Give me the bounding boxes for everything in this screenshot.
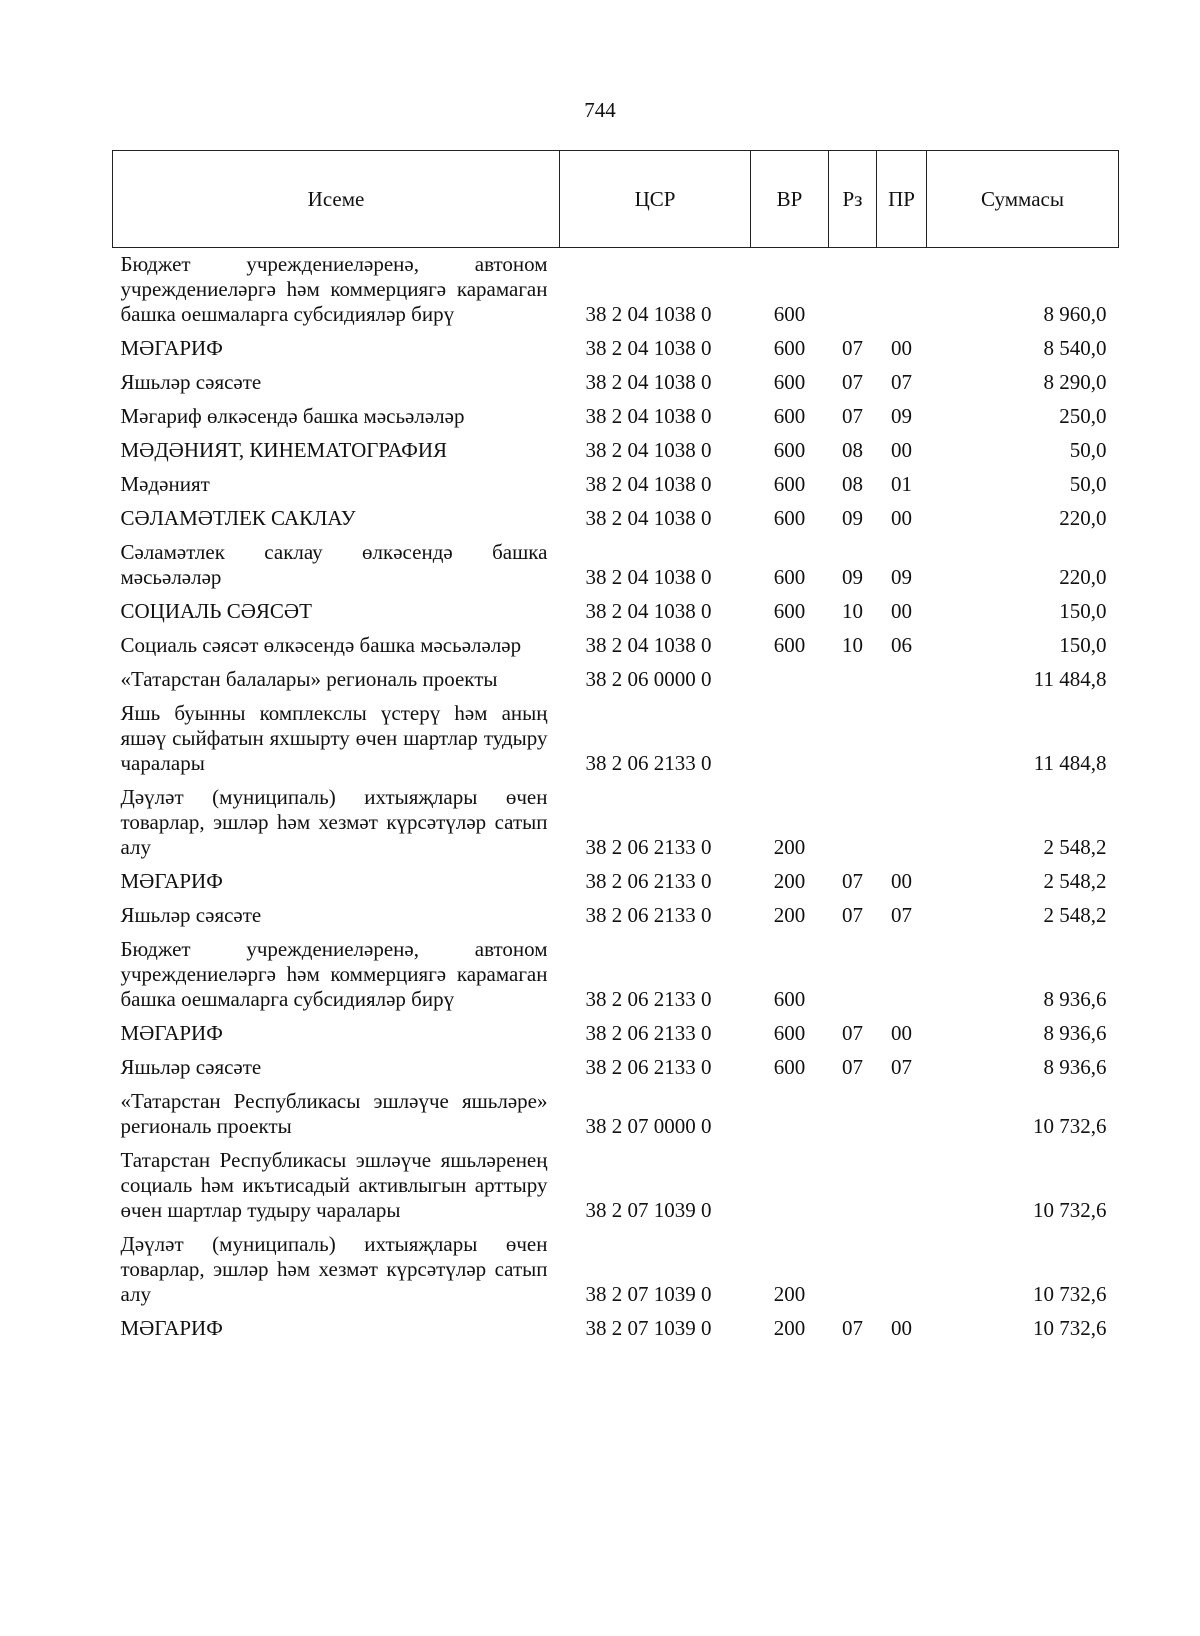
table-row (113, 1144, 1119, 1228)
cell-rz (829, 1144, 877, 1228)
cell-rz: 07 (842, 869, 863, 893)
cell-rz (829, 697, 877, 781)
cell-vr: 600 (773, 633, 806, 657)
cell-pr: 07 (891, 370, 912, 394)
cell-csr: 38 2 07 1039 0 (585, 1282, 712, 1306)
cell-rz (829, 1085, 877, 1144)
cell-csr: 38 2 04 1038 0 (585, 336, 712, 360)
cell-sum: 8 936,6 (1043, 987, 1107, 1011)
cell-pr (877, 1144, 927, 1228)
cell-pr (877, 1228, 927, 1312)
cell-name: Дәүләт (муниципаль) ихтыяҗлары өчен товарлар, эшләр һәм хезмәт күрсәтүләр сатып алу (120, 1232, 548, 1306)
table-row (113, 502, 1119, 536)
cell-pr (877, 697, 927, 781)
cell-rz: 08 (842, 472, 863, 496)
cell-csr: 38 2 04 1038 0 (585, 370, 712, 394)
cell-csr: 38 2 04 1038 0 (585, 599, 712, 623)
cell-pr: 01 (891, 472, 912, 496)
cell-vr: 600 (773, 506, 806, 530)
cell-sum: 10 732,6 (1033, 1316, 1107, 1340)
cell-name: «Татарстан Республикасы эшләүче яшьләре» региональ проекты (120, 1089, 548, 1138)
cell-sum: 150,0 (1059, 633, 1107, 657)
table-row (113, 332, 1119, 366)
cell-vr (751, 1144, 829, 1228)
cell-name: Социаль сәясәт өлкәсендә башка мәсьәләләр (120, 633, 522, 657)
cell-name: Татарстан Республикасы эшләүче яшьләренең социаль һәм икътисадый активлыгын арттыру өчен шартлар тудыру чаралары (120, 1148, 548, 1222)
cell-rz: 10 (842, 599, 863, 623)
cell-sum: 50,0 (1069, 472, 1107, 496)
cell-vr: 200 (773, 869, 806, 893)
cell-vr: 200 (773, 835, 806, 859)
cell-rz (829, 933, 877, 1017)
cell-pr: 00 (891, 1316, 912, 1340)
cell-csr: 38 2 06 2133 0 (585, 1055, 712, 1079)
cell-sum: 250,0 (1059, 404, 1107, 428)
table-row (113, 781, 1119, 865)
cell-name: МӘГАРИФ (120, 869, 223, 893)
table-body (113, 248, 1119, 1347)
table-row (113, 1312, 1119, 1346)
cell-sum: 10 732,6 (1033, 1282, 1107, 1306)
cell-rz: 07 (842, 1055, 863, 1079)
header-csr: ЦСР (560, 151, 751, 248)
cell-vr: 200 (773, 1316, 806, 1340)
cell-vr: 600 (773, 565, 806, 589)
table-row (113, 899, 1119, 933)
table-row (113, 629, 1119, 663)
header-name: Исеме (113, 151, 560, 248)
cell-csr: 38 2 04 1038 0 (585, 633, 712, 657)
cell-pr: 00 (891, 336, 912, 360)
cell-name: Мәдәният (120, 472, 210, 496)
table-row (113, 468, 1119, 502)
cell-csr: 38 2 07 0000 0 (585, 1114, 712, 1138)
cell-pr: 07 (891, 903, 912, 927)
cell-rz: 07 (842, 1021, 863, 1045)
cell-csr: 38 2 04 1038 0 (585, 472, 712, 496)
cell-pr: 00 (891, 438, 912, 462)
cell-name: МӘГАРИФ (120, 1021, 223, 1045)
cell-vr: 600 (773, 438, 806, 462)
cell-rz (829, 781, 877, 865)
table-row (113, 697, 1119, 781)
cell-vr: 600 (773, 336, 806, 360)
cell-rz (829, 663, 877, 697)
cell-rz (829, 1228, 877, 1312)
cell-csr: 38 2 06 0000 0 (585, 667, 712, 691)
cell-csr: 38 2 06 2133 0 (585, 869, 712, 893)
cell-vr: 200 (773, 1282, 806, 1306)
cell-name: Бюджет учреждениеләренә, автоном учреждениеләргә һәм коммерциягә карамаган башка оешмаларга субсидияләр бирү (120, 937, 548, 1011)
table-row (113, 1228, 1119, 1312)
cell-name: Яшьләр сәясәте (120, 1055, 262, 1079)
table-row (113, 1051, 1119, 1085)
cell-vr (751, 663, 829, 697)
cell-sum: 10 732,6 (1033, 1198, 1107, 1222)
cell-pr (877, 933, 927, 1017)
table-row (113, 663, 1119, 697)
cell-csr: 38 2 06 2133 0 (585, 835, 712, 859)
table-row (113, 536, 1119, 595)
table-header (113, 151, 1119, 248)
header-sum: Суммасы (927, 151, 1119, 248)
cell-pr (877, 781, 927, 865)
cell-vr (751, 1085, 829, 1144)
cell-name: СОЦИАЛЬ СӘЯСӘТ (120, 599, 312, 623)
cell-sum: 8 960,0 (1043, 302, 1107, 326)
cell-name: СӘЛАМӘТЛЕК САКЛАУ (120, 506, 356, 530)
cell-name: МӘГАРИФ (120, 336, 223, 360)
cell-csr: 38 2 04 1038 0 (585, 565, 712, 589)
table-row (113, 434, 1119, 468)
cell-rz: 09 (842, 506, 863, 530)
cell-vr: 600 (773, 599, 806, 623)
cell-name: Мәгариф өлкәсендә башка мәсьәләләр (120, 404, 465, 428)
table-row (113, 933, 1119, 1017)
cell-sum: 2 548,2 (1043, 903, 1107, 927)
cell-name: МӘГАРИФ (120, 1316, 223, 1340)
cell-pr: 00 (891, 599, 912, 623)
cell-rz (829, 248, 877, 333)
table-row (113, 1085, 1119, 1144)
cell-name: «Татарстан балалары» региональ проекты (120, 667, 498, 691)
cell-pr (877, 248, 927, 333)
cell-csr: 38 2 04 1038 0 (585, 438, 712, 462)
cell-pr: 00 (891, 506, 912, 530)
cell-rz: 07 (842, 336, 863, 360)
cell-csr: 38 2 06 2133 0 (585, 751, 712, 775)
cell-pr: 06 (891, 633, 912, 657)
cell-sum: 220,0 (1059, 565, 1107, 589)
cell-rz: 07 (842, 404, 863, 428)
cell-sum: 150,0 (1059, 599, 1107, 623)
cell-sum: 8 540,0 (1043, 336, 1107, 360)
cell-csr: 38 2 04 1038 0 (585, 302, 712, 326)
cell-pr (877, 663, 927, 697)
header-rz: Рз (829, 151, 877, 248)
cell-pr: 09 (891, 565, 912, 589)
cell-sum: 2 548,2 (1043, 835, 1107, 859)
cell-sum: 8 290,0 (1043, 370, 1107, 394)
page-number: 744 (584, 98, 616, 122)
table-row (113, 248, 1119, 333)
cell-csr: 38 2 07 1039 0 (585, 1316, 712, 1340)
cell-csr: 38 2 06 2133 0 (585, 903, 712, 927)
cell-vr: 600 (773, 987, 806, 1011)
cell-vr: 600 (773, 472, 806, 496)
cell-sum: 11 484,8 (1033, 751, 1107, 775)
table-row (113, 865, 1119, 899)
cell-name: Дәүләт (муниципаль) ихтыяҗлары өчен товарлар, эшләр һәм хезмәт күрсәтүләр сатып алу (120, 785, 548, 859)
table-row (113, 1017, 1119, 1051)
cell-rz: 07 (842, 370, 863, 394)
cell-rz: 07 (842, 1316, 863, 1340)
cell-pr: 09 (891, 404, 912, 428)
cell-rz: 08 (842, 438, 863, 462)
cell-sum: 8 936,6 (1043, 1055, 1107, 1079)
table-row (113, 366, 1119, 400)
table-row (113, 400, 1119, 434)
cell-sum: 2 548,2 (1043, 869, 1107, 893)
header-vr: ВР (751, 151, 829, 248)
cell-name: Яшьләр сәясәте (120, 903, 262, 927)
cell-vr: 600 (773, 1055, 806, 1079)
cell-pr: 07 (891, 1055, 912, 1079)
cell-sum: 10 732,6 (1033, 1114, 1107, 1138)
cell-sum: 8 936,6 (1043, 1021, 1107, 1045)
cell-vr: 600 (773, 404, 806, 428)
cell-sum: 50,0 (1069, 438, 1107, 462)
cell-csr: 38 2 07 1039 0 (585, 1198, 712, 1222)
budget-table (112, 150, 1119, 1346)
cell-name: Бюджет учреждениеләренә, автоном учреждениеләргә һәм коммерциягә карамаган башка оешмаларга субсидияләр бирү (120, 252, 548, 326)
cell-vr: 200 (773, 903, 806, 927)
cell-pr (877, 1085, 927, 1144)
cell-name: Яшьләр сәясәте (120, 370, 262, 394)
cell-vr: 600 (773, 370, 806, 394)
table-row (113, 595, 1119, 629)
cell-csr: 38 2 06 2133 0 (585, 1021, 712, 1045)
cell-csr: 38 2 04 1038 0 (585, 506, 712, 530)
cell-name: Яшь буынны комплекслы үстерү һәм аның яшәү сыйфатын яхшырту өчен шартлар тудыру чаралары (120, 701, 548, 775)
cell-vr: 600 (773, 1021, 806, 1045)
cell-name: Сәламәтлек саклау өлкәсендә башка мәсьәләләр (120, 540, 548, 589)
cell-rz: 07 (842, 903, 863, 927)
cell-sum: 220,0 (1059, 506, 1107, 530)
cell-sum: 11 484,8 (1033, 667, 1107, 691)
cell-csr: 38 2 06 2133 0 (585, 987, 712, 1011)
cell-pr: 00 (891, 1021, 912, 1045)
cell-name: МӘДӘНИЯТ, КИНЕМАТОГРАФИЯ (120, 438, 448, 462)
cell-csr: 38 2 04 1038 0 (585, 404, 712, 428)
cell-pr: 00 (891, 869, 912, 893)
cell-rz: 09 (842, 565, 863, 589)
cell-rz: 10 (842, 633, 863, 657)
cell-vr: 600 (773, 302, 806, 326)
header-pr: ПР (877, 151, 927, 248)
cell-vr (751, 697, 829, 781)
